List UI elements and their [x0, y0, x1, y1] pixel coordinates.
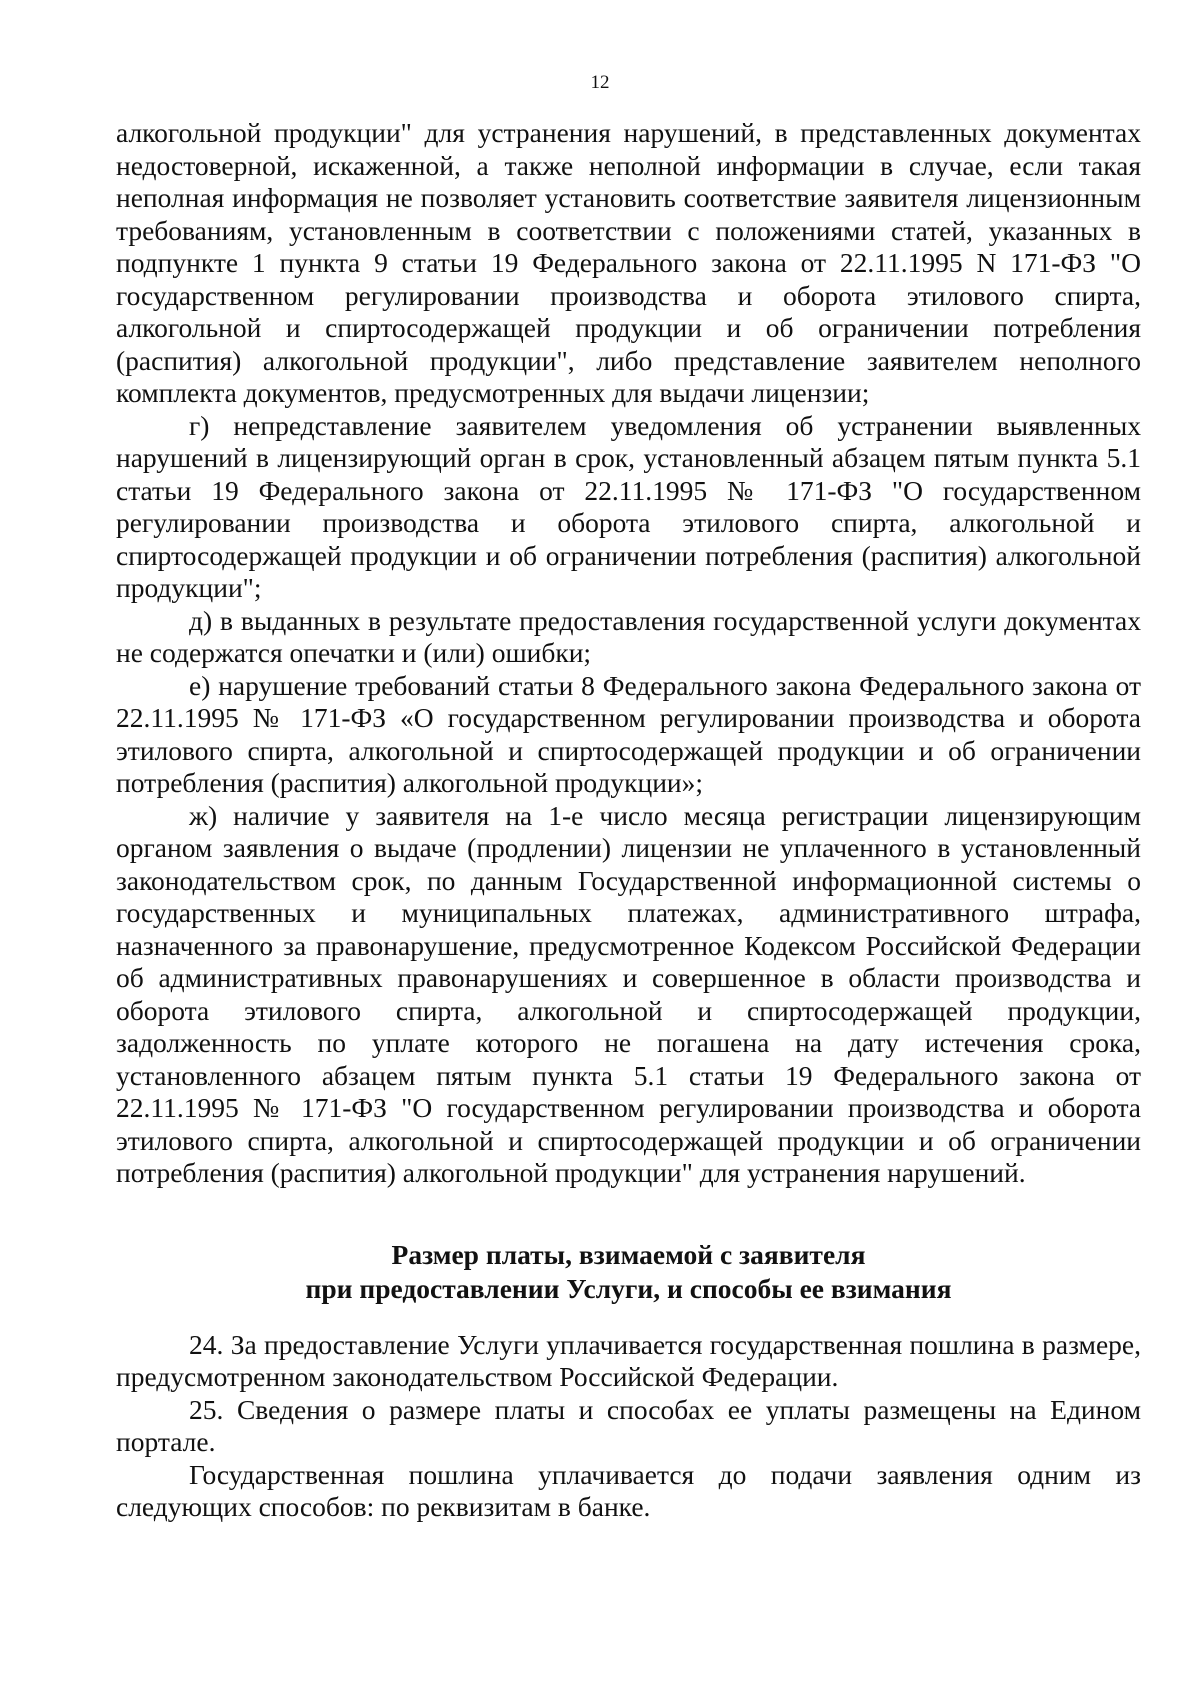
page-number: 12	[590, 72, 610, 93]
paragraph-item-d: д) в выданных в результате предоставления государственной услуги документах не содержатся опечатки и (или) ошибки;	[116, 604, 1141, 668]
paragraph-item-e: е) нарушение требований статьи 8 Федерального закона Федерального закона от 22.11.1995 № 171-ФЗ «О государственном регулировании производства и оборота этилового спирта, алкогольной и спиртосодержащей продукции и об ограничении потребления (распития) алкогольной продукции»;	[116, 669, 1141, 798]
paragraph-24: 24. За предоставление Услуги уплачивается государственная пошлина в размере, предусмотренном законодательством Российской Федерации.	[116, 1328, 1141, 1392]
paragraph-item-zh: ж) наличие у заявителя на 1-е число месяца регистрации лицензирующим органом заявления о выдаче (продлении) лицензии не уплаченного в установленный законодательством срок, по данным Государственной информационной системы о государственных и муниципальных платежах, административного штрафа, назначенного за правонарушение, предусмотренное Кодексом Российской Федерации об административных правонарушениях и совершенное в области производства и оборота этилового спирта, алкогольной и спиртосодержащей продукции, задолженность по уплате которого не погашена на дату истечения срока, установленного абзацем пятым пункта 5.1 статьи 19 Федерального закона от 22.11.1995 № 171-ФЗ "О государственном регулировании производства и оборота этилового спирта, алкогольной и спиртосодержащей продукции и об ограничении потребления (распития) алкогольной продукции" для устранения нарушений.	[116, 799, 1141, 1188]
paragraph-item-g: г) непредставление заявителем уведомления об устранении выявленных нарушений в лицензирующий орган в срок, установленный абзацем пятым пункта 5.1 статьи 19 Федерального закона от 22.11.1995 № 171-ФЗ "О государственном регулировании производства и оборота этилового спирта, алкогольной и спиртосодержащей продукции и об ограничении потребления (распития) алкогольной продукции";	[116, 409, 1141, 603]
paragraph-continuation: алкогольной продукции" для устранения нарушений, в представленных документах недостоверной, искаженной, а также неполной информации в случае, если такая неполная информация не позволяет установить соответствие заявителя лицензионным требованиям, установленным в соответствии с положениями статей, указанных в подпункте 1 пункта 9 статьи 19 Федерального закона от 22.11.1995 N 171-ФЗ "О государственном регулировании производства и оборота этилового спирта, алкогольной и спиртосодержащей продукции и об ограничении потребления (распития) алкогольной продукции", либо представление заявителем неполного комплекта документов, предусмотренных для выдачи лицензии;	[116, 117, 1141, 408]
section-heading-line-2: при предоставлении Услуги, и способы ее взимания	[305, 1273, 952, 1304]
section-heading-line-1: Размер платы, взимаемой с заявителя	[391, 1238, 866, 1270]
paragraph-fee-payment: Государственная пошлина уплачивается до подачи заявления одним из следующих способов: по реквизитам в банке.	[116, 1458, 1141, 1522]
paragraph-25: 25. Сведения о размере платы и способах ее уплаты размещены на Едином портале.	[116, 1393, 1141, 1457]
document-body	[116, 117, 1141, 1524]
